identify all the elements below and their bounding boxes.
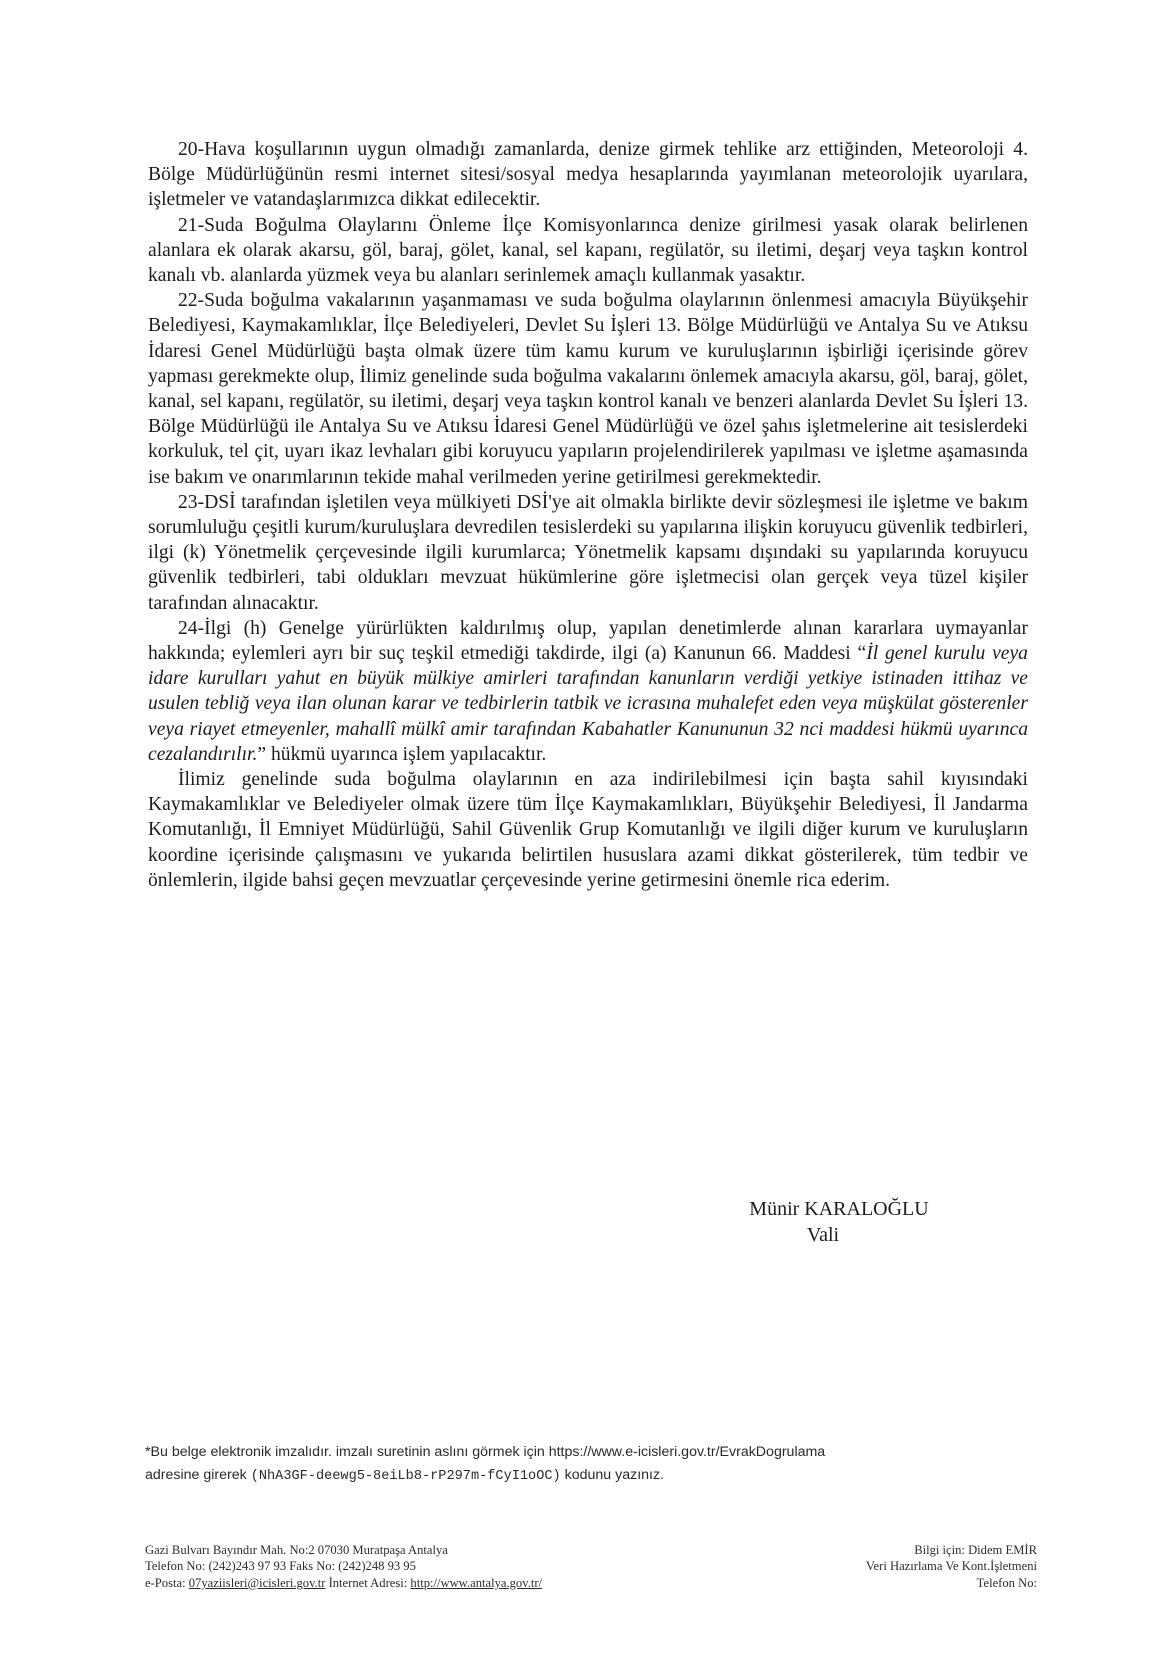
email-label: e-Posta: bbox=[145, 1575, 189, 1590]
web-label: İnternet Adresi: bbox=[325, 1575, 411, 1590]
footer-phone-fax: Telefon No: (242)243 97 93 Faks No: (242)248 93 95 bbox=[145, 1559, 416, 1574]
footer-address: Gazi Bulvarı Bayındır Mah. No:2 07030 Muratpaşa Antalya bbox=[145, 1543, 448, 1557]
website-link[interactable]: http://www.antalya.gov.tr/ bbox=[410, 1575, 543, 1590]
info-phone: Telefon No: bbox=[976, 1575, 1037, 1590]
e-signature-line-1: *Bu belge elektronik imzalıdır. imzalı suretinin aslını görmek için https://www.e-icisleri.gov.tr/EvrakDogrulama bbox=[145, 1444, 826, 1460]
paragraph-22: 22-Suda boğulma vakalarının yaşanmaması ve suda boğulma olaylarının önlenmesi amacıyla Büyükşehir Belediyesi, Kaymakamlıklar, İlçe Belediyeleri, Devlet Su İşleri 13. Bölge Müdürlüğü ve Antalya Su ve Atıksu İdaresi Genel Müdürlüğü başta olmak üzere tüm kamu kurum ve kuruluşlarının işbirliği içerisinde görev yapması gerekmekte olup, İlimiz genelinde suda boğulma vakalarını önlemek amacıyla akarsu, göl, baraj, gölet, kanal, sel kapanı, regülatör, su iletimi, deşarj veya taşkın kontrol kanalı ve benzeri alanlarda Devlet Su İşleri 13. Bölge Müdürlüğü ile Antalya Su ve Atıksu İdaresi Genel Müdürlüğü ve özel şahıs işletmelerine ait tesislerdeki korkuluk, tel çit, uyarı ikaz levhaları gibi koruyucu yapıların projelendirilerek yapılması ve işletme aşamasında ise bakım ve onarımlarının tekide mahal verilmeden yerine getirilmesi gerekmektedir. bbox=[148, 290, 1028, 488]
paragraph-24-start: 24-İlgi (h) Genelge yürürlükten kaldırılmış olup, yapılan denetimlerde alınan kararlara uymayanlar hakkında; eylemleri ayrı bir suç teşkil etmediği takdirde, ilgi (a) Kanunun 66. Maddesi “ bbox=[148, 617, 1028, 665]
closing-paragraph: İlimiz genelinde suda boğulma olaylarının en aza indirilebilmesi için başta sahil kıyısındaki Kaymakamlıklar ve Belediyeler olmak üzere tüm İlçe Kaymakamlıkları, Büyükşehir Belediyesi, İl Jandarma Komutanlığı, İl Emniyet Müdürlüğü, Sahil Güvenlik Grup Komutanlığı ve ilgili diğer kurum ve kuruluşların koordine içerisinde çalışmasını ve yukarıda belirtilen hususlara azami dikkat gösterilerek, tüm tedbir ve önlemlerin, ilgide bahsi geçen mevzuatlar çerçevesinde yerine getirmesini önemle rica ederim. bbox=[148, 769, 1028, 891]
signature-block bbox=[700, 1196, 940, 1248]
paragraph-24-quote: İl genel kurulu veya idare kurulları yahut en büyük mülkiye amirleri tarafından kanunların verdiği yetkiye istinaden ittihaz ve usulen tebliğ veya ilan olunan karar ve tedbirlerin tatbik ve icrasına muhalefet eden veya müşkülat gösterenler veya riayet etmeyenler, mahallî mülkî amir tarafından Kabahatler Kanununun 32 nci maddesi hükmü uyarınca cezalandırılır. bbox=[148, 643, 1028, 765]
paragraph-21: 21-Suda Boğulma Olaylarını Önleme İlçe Komisyonlarınca denize girilmesi yasak olarak belirlenen alanlara ek olarak akarsu, göl, baraj, gölet, kanal, sel kapanı, regülatör, su iletimi, deşarj veya taşkın kontrol kanalı vb. alanlarda yüzmek veya bu alanları serinlemek amaçlı kullanmak yasaktır. bbox=[148, 214, 1028, 287]
paragraph-24 bbox=[148, 616, 1028, 767]
footer-info bbox=[717, 1542, 1037, 1591]
email-link[interactable]: 07yaziisleri@icisleri.gov.tr bbox=[188, 1575, 326, 1590]
footer-email-web bbox=[145, 1575, 705, 1591]
paragraph-23: 23-DSİ tarafından işletilen veya mülkiyeti DSİ'ye ait olmakla birlikte devir sözleşmesi ile işletme ve bakım sorumluluğu çeşitli kurum/kuruluşlara devredilen tesislerdeki su yapılarına ilişkin koruyucu güvenlik tedbirleri, ilgi (k) Yönetmelik çerçevesinde ilgili kurumlarca; Yönetmelik kapsamı dışındaki su yapılarında koruyucu güvenlik tedbirleri, tabi oldukları mevzuat hükümlerine göre işletmecisi olan gerçek veya tüzel kişiler tarafından alınacaktır. bbox=[148, 491, 1028, 614]
e-signature-prefix: adresine girerek bbox=[145, 1467, 251, 1483]
paragraph-20: 20-Hava koşullarının uygun olmadığı zamanlarda, denize girmek tehlike arz ettiğinden, Meteoroloji 4. Bölge Müdürlüğünün resmi internet sitesi/sosyal medya hesaplarında yayımlanan meteorolojik uyarılara, işletmeler ve vatandaşlarımızca dikkat edilecektir. bbox=[148, 139, 1028, 211]
e-signature-line-2 bbox=[145, 1464, 1045, 1488]
info-unit: Veri Hazırlama Ve Kont.İşletmeni bbox=[865, 1559, 1037, 1574]
e-signature-notice bbox=[145, 1441, 1045, 1488]
signatory-title: Vali bbox=[806, 1224, 840, 1246]
info-contact: Bilgi için: Didem EMİR bbox=[914, 1543, 1037, 1557]
paragraph-24-end: ” hükmü uyarınca işlem yapılacaktır. bbox=[257, 743, 547, 765]
e-signature-suffix: kodunu yazınız. bbox=[560, 1467, 665, 1483]
signatory-name: Münir KARALOĞLU bbox=[749, 1198, 929, 1220]
letter-body bbox=[148, 137, 1028, 893]
footer-contact bbox=[145, 1542, 705, 1591]
verification-code: (NhA3GF-deewg5-8eiLb8-rP297m-fCyI1oOC) bbox=[250, 1469, 561, 1484]
